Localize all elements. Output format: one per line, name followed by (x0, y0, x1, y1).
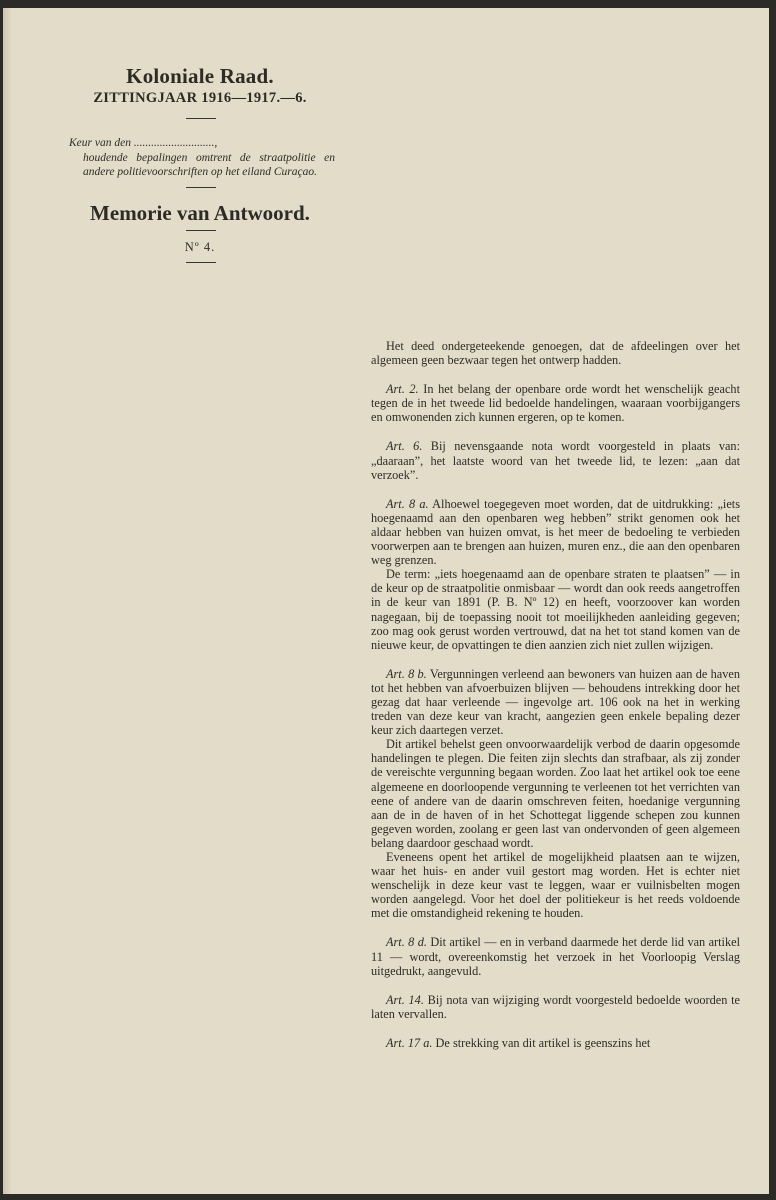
divider (186, 230, 216, 231)
article-label: Art. 2. (386, 382, 419, 397)
paragraph (371, 737, 740, 850)
paragraph (371, 993, 740, 1021)
paragraph (371, 850, 740, 920)
session-year: ZITTINGJAAR 1916—1917.—6. (93, 90, 307, 106)
paragraph-text: In het belang der openbare orde wordt het wenschelijk geacht tegen de in het tweede lid bedoelde handelingen, waaraan voorbijgangers en omwonenden zich kunnen ergeren, op te komen. (371, 382, 740, 425)
article-label: Art. 8 d. (386, 935, 427, 950)
paragraph (371, 935, 740, 977)
body-text (371, 339, 740, 1050)
paragraph-text: Dit artikel behelst geen onvoorwaardelijk verbod de daarin opgesomde handelingen te plegen. Die feiten zijn slechts dan strafbaar, als zij zonder de vereischte vergunning begaan worden. Zoo laat het artikel ook toe eene algemeene en doorloopende vergunning te verleenen tot het verrichten van eene of andere van de daarin omschreven feiten, hoedanige vergunning aan de in de haven of in het Schottegat liggende schepen zou kunnen gegeven worden, zoolang er geen last van ondervonden of geen algemeen belang daardoor geschaad wordt. (371, 737, 740, 850)
article-label: Art. 14. (386, 992, 424, 1007)
paragraph-text: Eveneens opent het artikel de mogelijkheid plaatsen aan te wijzen, waar het huis- en ander vuil gestort mag worden. Het is echter niet wenschelijk in deze keur vast te leggen, waar er vuilnisbelten mogen worden aangelegd. Voor het doel der politiekeur is het reeds voldoende met die omstandigheid rekening te houden. (371, 850, 740, 921)
paragraph-text: De term: „iets hoegenaamd aan de openbare straten te plaatsen” — in de keur op de straatpolitie onmisbaar — wordt dan ook reeds aangetroffen in de keur van 1891 (P. B. Nº 12) en heeft, voorzoover kan worden nagegaan, bij de toepassing nooit tot moeilijkheden aanleiding gegeven; zoo mag ook gerust worden vertrouwd, dat na het tot stand komen van de nieuwe keur, de opvattingen te dien aanzien zich niet zullen wijzigen. (371, 567, 740, 652)
paragraph (371, 667, 740, 737)
paragraph-text: Vergunningen verleend aan bewoners van huizen aan de haven tot het hebben van afvoerbuizen blijven — behoudens intrekking door het gezag dat haar verleende — ingevolge art. 106 ook na het in werking treden van deze keur van kracht, aangezien geen enkele bepaling dezer keur zich daartegen verzet. (371, 666, 740, 738)
document-page (3, 8, 769, 1194)
divider (186, 187, 216, 188)
paragraph-text: De strekking van dit artikel is geenszins het (432, 1035, 651, 1050)
document-number: Nº 4. (184, 240, 216, 254)
article-label: Art. 8 a. (386, 496, 429, 511)
subject-lead: Keur van den ............................, (69, 137, 218, 149)
paragraph-text: Bij nevensgaande nota wordt voorgesteld in plaats van: „daaraan”, het laatste woord van het tweede lid, te lezen: „aan dat verzoek”. (371, 439, 740, 482)
page-edge (3, 8, 12, 1194)
article-label: Art. 17 a. (386, 1035, 433, 1050)
paragraph (371, 439, 740, 481)
subject-description: houdende bepalingen omtrent de straatpolitie en andere politievoorschriften op het eiland Curaçao. (83, 151, 335, 178)
paragraph (371, 1036, 740, 1050)
paragraph (371, 567, 740, 652)
divider (186, 262, 216, 263)
document-type-title: Memorie van Antwoord. (90, 201, 310, 225)
paragraph (371, 497, 740, 567)
council-title: Koloniale Raad. (126, 64, 274, 88)
divider (186, 118, 216, 119)
paragraph (371, 382, 740, 424)
paragraph (371, 339, 740, 367)
article-label: Art. 6. (386, 439, 423, 454)
paragraph-text: Bij nota van wijziging wordt voorgesteld bedoelde woorden te laten vervallen. (371, 992, 740, 1021)
article-label: Art. 8 b. (386, 666, 427, 681)
paragraph-text: Alhoewel toegegeven moet worden, dat de uitdrukking: „iets hoegenaamd aan den openbaren weg hebben” strikt genomen ook het aldaar hebben van huizen omvat, is het meer de bedoeling te verbieden voorwerpen aan te brengen aan huizen, muren enz., die aan den openbaren weg grenzen. (371, 496, 741, 568)
document-subject (69, 136, 335, 180)
paragraph-text: Het deed ondergeteekende genoegen, dat de afdeelingen over het algemeen geen bezwaar tegen het ontwerp hadden. (371, 339, 740, 368)
paragraph-text: Dit artikel — en in verband daarmede het derde lid van artikel 11 — wordt, overeenkomstig het verzoek in het Voorloopig Verslag uitgedrukt, aangevuld. (371, 935, 740, 978)
